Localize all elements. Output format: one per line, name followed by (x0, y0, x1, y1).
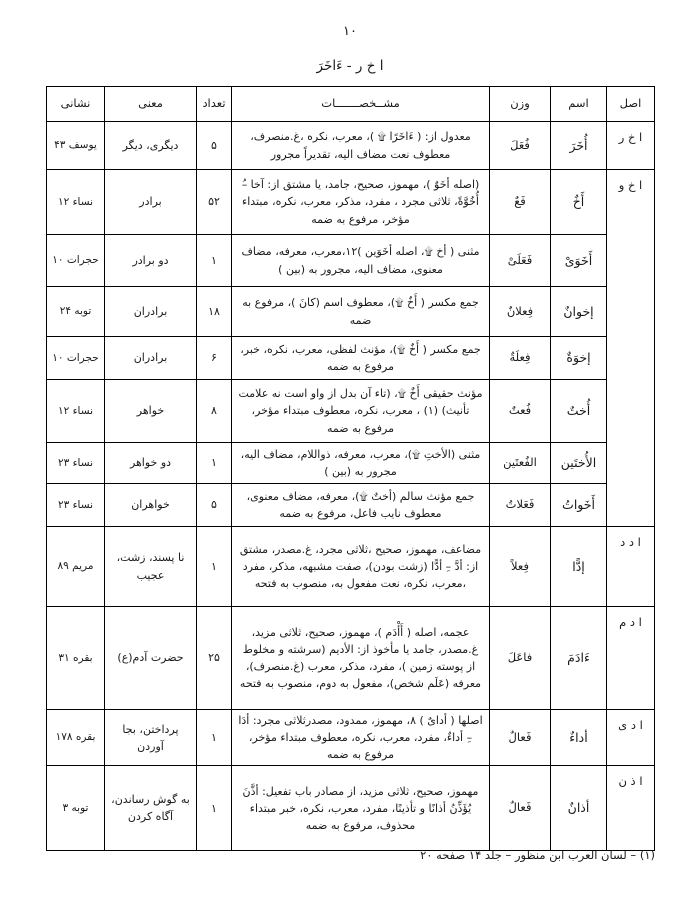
ref-cell: بقره ۳۱ (47, 607, 105, 710)
meaning-cell: دو برادر (105, 235, 197, 287)
asl-cell: ا خ ر (607, 122, 655, 170)
vazn-cell: فُعَلَ (490, 122, 551, 170)
table-row (47, 607, 655, 710)
ref-cell: توبه ۲۴ (47, 287, 105, 337)
ref-cell: حجرات ۱۰ (47, 337, 105, 380)
specs-cell: مثنى (الأختِ ۩)، معرب، معرفه، ذواللام، مضاف اليه، مجرور به (بين ) (232, 443, 490, 484)
meaning-cell: حضرت آدم(ع) (105, 607, 197, 710)
specs-cell: مضاعف، مهموز، صحيح ،ثلاثى مجرد، غ.مصدر، مشتق از: أدَّ –ِ أدًّا (زشت بودن)، صفت مشبهه، مذكر، مفرد ،معرب، نكره، نعت مفعول به، منصوب به فتحه (232, 527, 490, 607)
footnote: (۱) – لسان العرب ابن منظور – جلد ۱۴ صفحه ۲۰ (420, 848, 655, 862)
header-row (47, 87, 655, 122)
vazn-cell: فَعَلاتُ (490, 484, 551, 527)
meaning-cell: پرداختن، بجا آوردن (105, 710, 197, 766)
count-cell: ۸ (197, 380, 232, 443)
vazn-cell: فِعلَةٌ (490, 337, 551, 380)
specs-cell: مثنى ( أخ ۩، اصله أخَوَين )۱۲،معرب، معرفه، مضاف معنوى، مضاف اليه، مجرور به (بين ) (232, 235, 490, 287)
vazn-cell: فِعلاً (490, 527, 551, 607)
vazn-cell: فِعلانٌ (490, 287, 551, 337)
specs-cell: جمع مؤنث سالم (أختٌ ۩)، معرفه، مضاف معنوى، معطوف نايب فاعل، مرفوع به ضمه (232, 484, 490, 527)
count-cell: ۱ (197, 766, 232, 851)
esm-cell: الأُختَين (551, 443, 607, 484)
ref-cell: حجرات ۱۰ (47, 235, 105, 287)
page-number: ۱۰ (343, 24, 357, 39)
esm-cell: إخوَةٌ (551, 337, 607, 380)
ref-cell: نساء ۲۳ (47, 484, 105, 527)
meaning-cell: دو خواهر (105, 443, 197, 484)
count-cell: ۵ (197, 484, 232, 527)
table-row (47, 170, 655, 235)
count-cell: ۱ (197, 527, 232, 607)
specs-cell: مهموز، صحيح، ثلاثى مزيد، از مصادر باب تفعيل: أذَّنَ يُؤَذِّنُ أذانًا و تأذينًا، مفرد، معرب، نكره، خبر مبتداء محذوف، مرفوع به ضمه (232, 766, 490, 851)
ref-cell: يوسف ۴۳ (47, 122, 105, 170)
vazn-cell: فَعالٌ (490, 710, 551, 766)
vazn-cell: فَعَلَىْ (490, 235, 551, 287)
col-header-vazn: وزن (490, 87, 551, 122)
meaning-cell: برادر (105, 170, 197, 235)
col-header-moshakhasat: مشــخصـــــــات (232, 87, 490, 122)
col-header-tedad: تعداد (197, 87, 232, 122)
esm-cell: أداءٌ (551, 710, 607, 766)
col-header-neshani: نشانى (47, 87, 105, 122)
meaning-cell: ديگرى، ديگر (105, 122, 197, 170)
table-row (47, 527, 655, 607)
asl-cell: ا خ و (607, 170, 655, 527)
asl-cell: ا د ى (607, 710, 655, 766)
meaning-cell: به گوش رساندن، آگاه كردن (105, 766, 197, 851)
meaning-cell: نا پسند، زشت، عجيب (105, 527, 197, 607)
table-row (47, 710, 655, 766)
count-cell: ۱۸ (197, 287, 232, 337)
vazn-cell: الفُعتَين (490, 443, 551, 484)
count-cell: ۱ (197, 235, 232, 287)
table-row (47, 484, 655, 527)
ref-cell: نساء ۱۲ (47, 380, 105, 443)
count-cell: ۶ (197, 337, 232, 380)
specs-cell: جمع مكسر ( أَخٌ ۩)، معطوف اسم (كانَ )، مرفوع به ضمه (232, 287, 490, 337)
esm-cell: أَخَواتُ (551, 484, 607, 527)
col-header-mani: معنى (105, 87, 197, 122)
meaning-cell: برادران (105, 337, 197, 380)
col-header-asl: اصل (607, 87, 655, 122)
esm-cell: أَخَوَىْ (551, 235, 607, 287)
col-header-esm: اسم (551, 87, 607, 122)
meaning-cell: خواهران (105, 484, 197, 527)
ref-cell: توبه ۳ (47, 766, 105, 851)
page-title: ا خ ر - ءَاخَرَ (316, 58, 384, 74)
table-row (47, 380, 655, 443)
count-cell: ۵۲ (197, 170, 232, 235)
table-row (47, 337, 655, 380)
esm-cell: إخوانٌ (551, 287, 607, 337)
esm-cell: ءَادَمَ (551, 607, 607, 710)
table-row (47, 287, 655, 337)
count-cell: ۲۵ (197, 607, 232, 710)
count-cell: ۵ (197, 122, 232, 170)
esm-cell: إدًّا (551, 527, 607, 607)
vazn-cell: فَعالٌ (490, 766, 551, 851)
esm-cell: أُختٌ (551, 380, 607, 443)
asl-cell: ا د م (607, 607, 655, 710)
ref-cell: مريم ۸۹ (47, 527, 105, 607)
esm-cell: أَخٌ (551, 170, 607, 235)
specs-cell: اصلها ( أداىٌ ) ۸، مهموز، ممدود، مصدرثلاثى مجرد: أدَا –ِ أداءٌ، مفرد، معرب، نكره، معطوف مبتداء مؤخر، مرفوع به ضمه (232, 710, 490, 766)
table-row (47, 122, 655, 170)
specs-cell: مؤنث حقيقى أَخٌ ۩، (تاء آن بدل از واو است نه علامت تأنيث) (۱) ، معرب، نكره، معطوف مبتداء مؤخر، مرفوع به ضمه (232, 380, 490, 443)
ref-cell: بقره ۱۷۸ (47, 710, 105, 766)
vazn-cell: فُعتٌ (490, 380, 551, 443)
count-cell: ۱ (197, 710, 232, 766)
specs-cell: جمع مكسر ( أَخٌ ۩)، مؤنث لفظى، معرب، نكره، خبر، مرفوع به ضمه (232, 337, 490, 380)
meaning-cell: برادران (105, 287, 197, 337)
meaning-cell: خواهر (105, 380, 197, 443)
dictionary-table (46, 86, 655, 851)
asl-cell: ا د د (607, 527, 655, 607)
ref-cell: نساء ۲۳ (47, 443, 105, 484)
table-row (47, 766, 655, 851)
vazn-cell: فاعَلَ (490, 607, 551, 710)
asl-cell: ا ذ ن (607, 766, 655, 851)
esm-cell: أُخَرَ (551, 122, 607, 170)
specs-cell: (اصله أخَوٌ )، مهموز، صحيح، جامد، يا مشتق از: آخا –ُ أُخُوَّةً، ثلاثى مجرد ، مفرد، مذكر، معرب، نكره، مبتداء مؤخر، مرفوع به ضمه (232, 170, 490, 235)
vazn-cell: فَعٌ (490, 170, 551, 235)
table-row (47, 235, 655, 287)
esm-cell: أذانٌ (551, 766, 607, 851)
count-cell: ۱ (197, 443, 232, 484)
specs-cell: عجمه، اصله ( أَأْدَم )، مهموز، صحيح، ثلاثى مزيد، غ.مصدر، جامد يا مأخوذ از: الأديم (سرشته و مخلوط از پوسته زمين )، مفرد، مذكر، معرب (غ.منصرف)، معرفه (عَلَم شخص)، مفعول به دوم، منصوب به فتحه (232, 607, 490, 710)
ref-cell: نساء ۱۲ (47, 170, 105, 235)
specs-cell: معدول از: ( ءَاخَرًا ۩ )، معرب، نكره ،غ.منصرف، معطوف نعت مضاف اليه، تقديراً مجرور (232, 122, 490, 170)
table-row (47, 443, 655, 484)
